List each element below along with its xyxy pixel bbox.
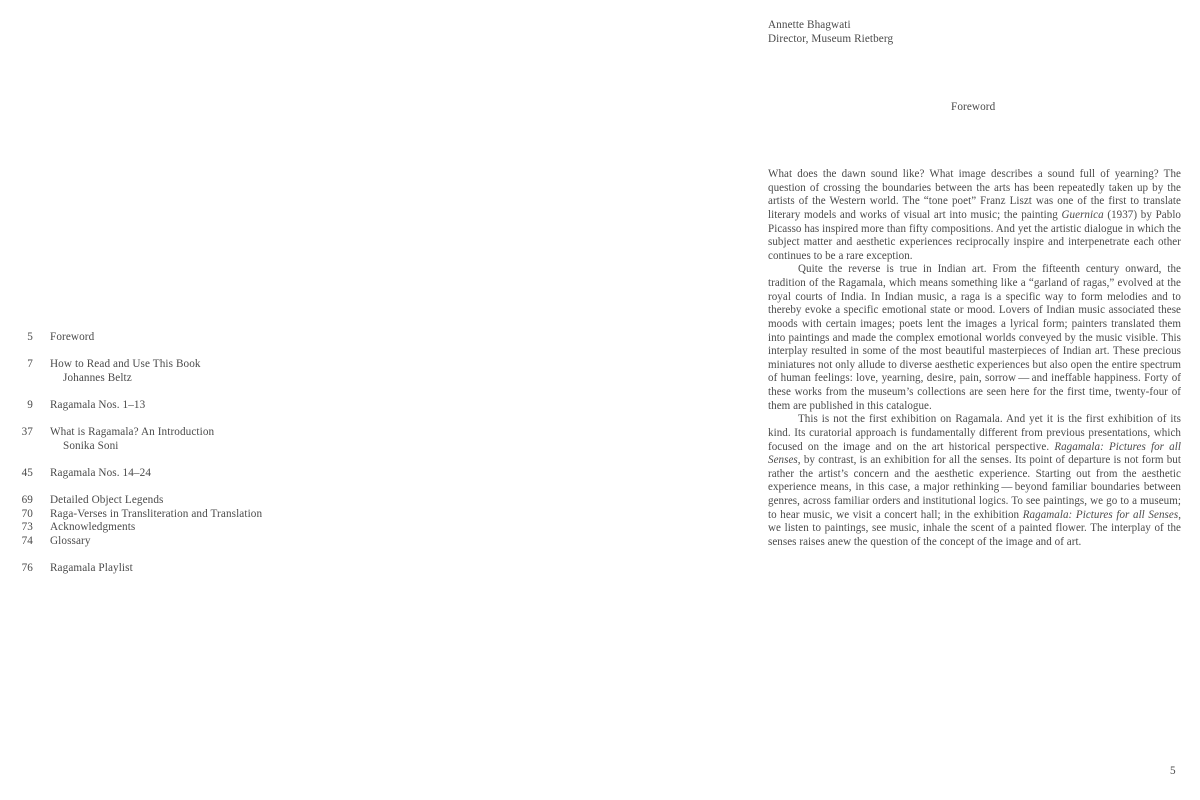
toc-title: Ragamala Nos. 14–24 [50,466,152,479]
toc-entry[interactable] [0,467,520,481]
toc-entry[interactable] [0,399,520,413]
table-of-contents [0,331,520,589]
foreword-paragraph [768,168,1181,263]
foreword-paragraph [768,413,1181,549]
toc-page-number: 69 [21,494,33,507]
toc-title: Acknowledgments [50,521,136,534]
italic-title: Ragamala: Pictures for all Senses [1022,508,1179,521]
toc-entry[interactable] [0,426,520,453]
toc-page-number: 7 [27,358,33,371]
toc-title: Ragamala Playlist [50,562,133,575]
foreword-paragraph [768,263,1181,413]
toc-page-number: 73 [21,521,33,534]
foreword-body [768,168,1181,550]
toc-page-number: 9 [27,398,33,411]
toc-group [0,467,520,481]
italic-title: Guernica [1061,208,1104,221]
toc-page-number: 76 [21,562,33,575]
section-title: Foreword [951,101,996,113]
toc-page-number: 70 [21,507,33,520]
text-run: Quite the reverse is true in Indian art. From the fifteenth century onward, the tradition of the Ragamala, which means something like a “garland of ragas,” evolved at the royal courts of India. In Indian music, a raga is a specific way to form melodies and to thereby evoke a specific emotional state or mood. Lovers of Indian music associated these moods with certain images; poets lent the images a lyrical form; painters translated them into paintings and made the complex emotional worlds conveyed by the music visible. This interplay resulted in some of the most beautiful masterpieces of Indian art. These precious miniatures not only allude to diverse aesthetic experiences but also open the entire spectrum of human feelings: love, yearning, desire, pain, sorrow — and ineffable happiness. Forty of these works from the museum’s collections are seen here for the first time, twenty-four of them are published in this catalogue. [768,263,1181,412]
toc-entry[interactable] [0,494,520,508]
toc-group [0,562,520,576]
toc-title: Detailed Object Legends [50,494,164,507]
toc-author: Johannes Beltz [63,371,132,384]
text-run: (1937) by Pablo Picasso has inspired more than fifty compositions. And yet the artistic dialogue in which the subject matter and aesthetic experiences reciprocally inspire and interpenetrate each other continues to be a rare exception. [768,208,1182,262]
italic-title: Ragamala: Pictures for all Senses [768,440,1181,467]
toc-entry[interactable] [0,521,520,535]
text-run: , we listen to paintings, see music, inhale the scent of a painted flower. The interplay of the senses raises anew the question of the concept of the image and of art. [768,508,1181,548]
toc-title: Foreword [50,331,95,343]
toc-entry[interactable] [0,358,520,385]
toc-group [0,399,520,413]
page-number: 5 [1170,765,1176,777]
toc-page-number: 74 [21,534,33,547]
toc-page-number: 37 [21,426,33,439]
toc-group [0,358,520,385]
author-name: Annette Bhagwati [768,19,851,31]
author-role: Director, Museum Rietberg [768,32,894,45]
author-block [768,19,893,46]
text-run: What does the dawn sound like? What image describes a sound full of yearning? The question of crossing the boundaries between the arts has been repeatedly taken up by the artists of the Western world. The “tone poet” Franz Liszt was one of the first to translate literary models and works of visual art into music; the painting [768,168,1181,221]
text-run: This is not the first exhibition on Ragamala. And yet it is the first exhibition of its kind. Its curatorial approach is fundamentally different from previous presentations, which focused on the image and on the art historical perspective. [768,413,1181,453]
toc-group [0,494,520,548]
toc-entry[interactable] [0,508,520,522]
text-run: , by contrast, is an exhibition for all the senses. Its point of departure is not form but rather the artist’s concern and the aesthetic experience. Starting out from the aesthetic experience means, in this case, a major rethinking — beyond familiar boundaries between genres, across familiar orders and institutional logics. To see paintings, we go to a museum; to hear music, we visit a concert hall; in the exhibition [768,454,1181,521]
toc-group [0,331,520,345]
toc-page-number: 5 [27,331,33,343]
toc-entry[interactable] [0,562,520,576]
toc-author: Sonika Soni [63,439,119,452]
toc-entry[interactable] [0,331,520,345]
toc-entry[interactable] [0,535,520,549]
toc-page-number: 45 [21,466,33,479]
toc-group [0,426,520,453]
toc-title: Ragamala Nos. 1–13 [50,398,146,411]
toc-title: Glossary [50,534,91,547]
toc-title: Raga-Verses in Transliteration and Translation [50,507,263,520]
toc-title: What is Ragamala? An Introduction [50,426,215,439]
toc-title: How to Read and Use This Book [50,358,201,371]
